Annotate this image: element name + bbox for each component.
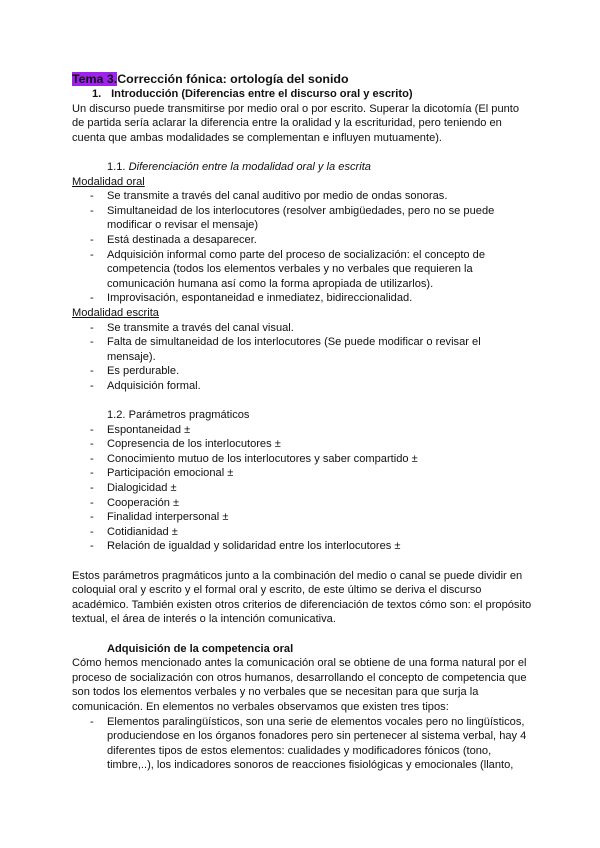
title-highlight: Tema 3. (72, 72, 118, 86)
list-item: - Espontaneidad ± (72, 423, 532, 438)
competence-paragraph: Cómo hemos mencionado antes la comunicación oral se obtiene de una forma natural por el proceso de socialización con otros humanos, desarrollando el concepto de competencia que son todos los elementos verbales y no verbales que se necesitan para que surja la comunicación. En elementos no verbales observamos que existen tres tipos: (72, 657, 527, 713)
list-item: - Dialogicidad ± (72, 481, 532, 496)
subheading-1-1 (107, 160, 532, 175)
oral-list (72, 189, 532, 306)
list-item: - Adquisición informal como parte del proceso de socialización: el concepto de competencia (todos los elementos verbales y no verbales que requieren la comunicación humana así como la forma apropiada de utilizarlos). (72, 248, 532, 292)
subheading-1-2-text: Parámetros pragmáticos (128, 409, 250, 422)
list-item: - Elementos paralingüísticos, son una serie de elementos vocales pero no lingüísticos, produciendose en los órganos fonadores pero sin pertenecer al sistema verbal, hay 4 diferentes tipos de estos elementos: cualidades y modificadores fónicos (tono, timbre,..), los indicadores sonoros de reacciones fisiológicas y emocionales (llanto, (72, 715, 532, 773)
list-item: - Relación de igualdad y solidaridad entre los interlocutores ± (72, 539, 532, 554)
list-item: - Simultaneidad de los interlocutores (resolver ambigüedades, pero no se puede modificar o revisar el mensaje) (72, 204, 532, 233)
document-title (72, 72, 532, 87)
subheading-1-1-text: Diferenciación entre la modalidad oral y la escrita (128, 160, 371, 173)
intro-heading-number: 1. (92, 88, 102, 100)
subheading-1-2-number: 1.2. (107, 409, 126, 422)
intro-heading (92, 87, 532, 102)
list-item: - Cotidianidad ± (72, 525, 532, 540)
intro-paragraph: Un discurso puede transmitirse por medio oral o por escrito. Superar la dicotomía (El punto de partida sería aclarar la diferencia entre la oralidad y la escrituridad, pero teniendo en cuenta que ambas modalidades se complementan e influyen mutuamente). (72, 102, 520, 144)
document-page (72, 72, 532, 773)
title-text: Corrección fónica: ortología del sonido (117, 72, 349, 86)
nonverbal-list (72, 715, 532, 773)
list-item: - Cooperación ± (72, 496, 532, 511)
list-item: - Se transmite a través del canal visual. (72, 321, 532, 336)
list-item: - Está destinada a desaparecer. (72, 233, 532, 248)
list-item: - Conocimiento mutuo de los interlocutores y saber compartido ± (72, 452, 532, 467)
intro-heading-text: Introducción (Diferencias entre el discurso oral y escrito) (111, 88, 413, 100)
list-item: - Improvisación, espontaneidad e inmediatez, bidireccionalidad. (72, 291, 532, 306)
list-item: - Falta de simultaneidad de los interlocutores (Se puede modificar o revisar el mensaje). (72, 335, 532, 364)
written-list (72, 321, 532, 394)
list-item: - Es perdurable. (72, 364, 532, 379)
params-paragraph: Estos parámetros pragmáticos junto a la combinación del medio o canal se puede dividir en coloquial oral y escrito y el formal oral y escrito, de este último se deriva el discurso académico. También existen otros criterios de diferenciación de textos cómo son: el propósito textual, el área de interés o la intención comunicativa. (72, 569, 532, 626)
list-item: - Se transmite a través del canal auditivo por medio de ondas sonoras. (72, 189, 532, 204)
subheading-1-2 (107, 408, 532, 423)
list-item: - Participación emocional ± (72, 466, 532, 481)
list-item: - Finalidad interpersonal ± (72, 510, 532, 525)
subheading-1-1-number: 1.1. (107, 160, 126, 173)
params-list (72, 423, 532, 554)
oral-label: Modalidad oral (72, 175, 145, 188)
list-item: - Copresencia de los interlocutores ± (72, 437, 532, 452)
list-item: - Adquisición formal. (72, 379, 532, 394)
competence-heading: Adquisición de la competencia oral (107, 642, 294, 655)
written-label: Modalidad escrita (72, 306, 159, 319)
